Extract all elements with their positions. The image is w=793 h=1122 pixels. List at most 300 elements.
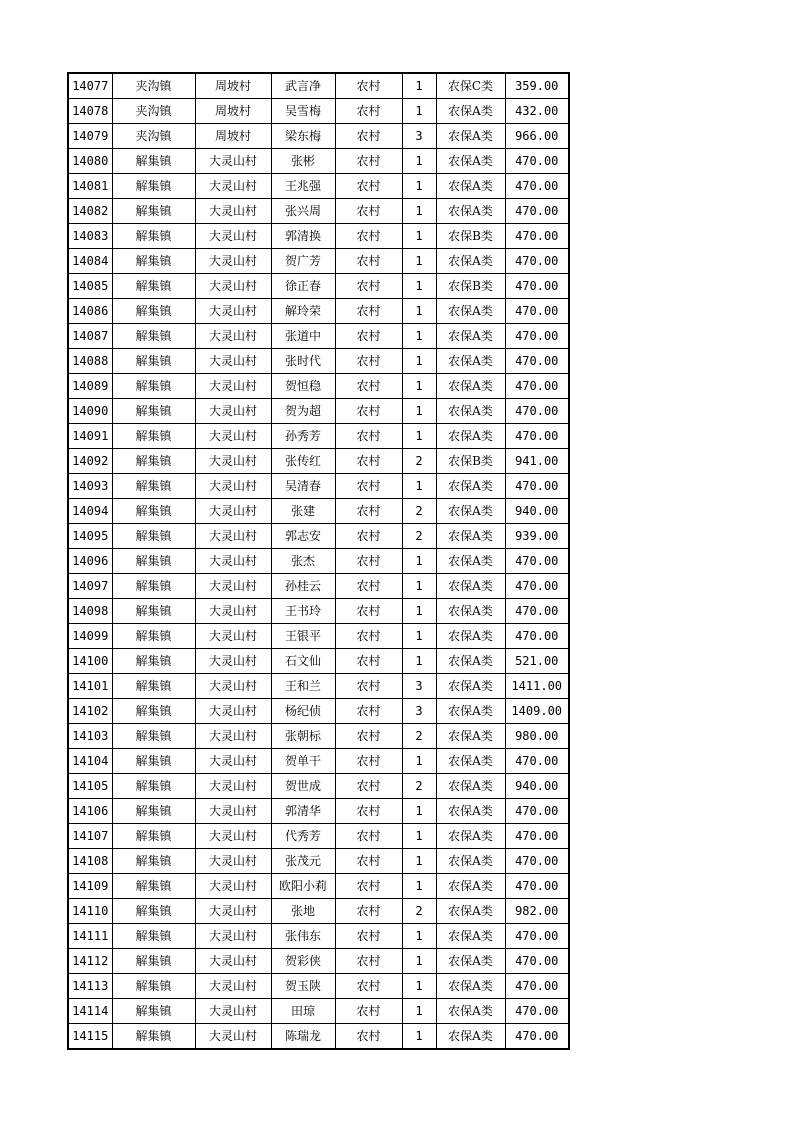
town-cell: 解集镇 — [112, 824, 195, 849]
person-name-cell: 陈瑞龙 — [271, 1024, 335, 1050]
table-row — [68, 424, 569, 449]
category-cell: 农保A类 — [436, 799, 505, 824]
amount-cell: 521.00 — [505, 649, 569, 674]
row-number-cell: 14107 — [68, 824, 112, 849]
row-number-cell: 14110 — [68, 899, 112, 924]
row-number-cell: 14099 — [68, 624, 112, 649]
household-type-cell: 农村 — [335, 1024, 402, 1050]
table-row — [68, 474, 569, 499]
household-type-cell: 农村 — [335, 549, 402, 574]
category-cell: 农保A类 — [436, 749, 505, 774]
household-type-cell: 农村 — [335, 73, 402, 99]
row-number-cell: 14082 — [68, 199, 112, 224]
amount-cell: 470.00 — [505, 824, 569, 849]
row-number-cell: 14097 — [68, 574, 112, 599]
row-number-cell: 14095 — [68, 524, 112, 549]
village-cell: 大灵山村 — [195, 874, 271, 899]
town-cell: 解集镇 — [112, 624, 195, 649]
category-cell: 农保B类 — [436, 449, 505, 474]
village-cell: 周坡村 — [195, 124, 271, 149]
town-cell: 解集镇 — [112, 349, 195, 374]
household-type-cell: 农村 — [335, 899, 402, 924]
row-number-cell: 14112 — [68, 949, 112, 974]
village-cell: 大灵山村 — [195, 774, 271, 799]
household-type-cell: 农村 — [335, 424, 402, 449]
town-cell: 解集镇 — [112, 599, 195, 624]
table-row — [68, 674, 569, 699]
person-name-cell: 贺玉陕 — [271, 974, 335, 999]
amount-cell: 470.00 — [505, 374, 569, 399]
town-cell: 夹沟镇 — [112, 73, 195, 99]
amount-cell: 470.00 — [505, 624, 569, 649]
person-name-cell: 贺广芳 — [271, 249, 335, 274]
member-count-cell: 1 — [402, 199, 436, 224]
household-type-cell: 农村 — [335, 749, 402, 774]
row-number-cell: 14106 — [68, 799, 112, 824]
member-count-cell: 1 — [402, 399, 436, 424]
household-type-cell: 农村 — [335, 949, 402, 974]
row-number-cell: 14080 — [68, 149, 112, 174]
category-cell: 农保A类 — [436, 949, 505, 974]
table-body — [68, 73, 569, 1049]
household-type-cell: 农村 — [335, 299, 402, 324]
amount-cell: 1411.00 — [505, 674, 569, 699]
table-row — [68, 1024, 569, 1050]
category-cell: 农保A类 — [436, 549, 505, 574]
table-row — [68, 849, 569, 874]
category-cell: 农保A类 — [436, 774, 505, 799]
town-cell: 解集镇 — [112, 249, 195, 274]
town-cell: 解集镇 — [112, 774, 195, 799]
member-count-cell: 1 — [402, 974, 436, 999]
household-type-cell: 农村 — [335, 199, 402, 224]
table-row — [68, 774, 569, 799]
town-cell: 解集镇 — [112, 524, 195, 549]
village-cell: 大灵山村 — [195, 424, 271, 449]
table-row — [68, 999, 569, 1024]
person-name-cell: 郭清华 — [271, 799, 335, 824]
table-row — [68, 874, 569, 899]
village-cell: 大灵山村 — [195, 974, 271, 999]
amount-cell: 470.00 — [505, 249, 569, 274]
table-row — [68, 599, 569, 624]
amount-cell: 359.00 — [505, 73, 569, 99]
table-row — [68, 73, 569, 99]
row-number-cell: 14114 — [68, 999, 112, 1024]
amount-cell: 470.00 — [505, 999, 569, 1024]
row-number-cell: 14092 — [68, 449, 112, 474]
table-row — [68, 124, 569, 149]
category-cell: 农保A类 — [436, 149, 505, 174]
household-type-cell: 农村 — [335, 174, 402, 199]
town-cell: 解集镇 — [112, 974, 195, 999]
household-type-cell: 农村 — [335, 674, 402, 699]
person-name-cell: 郭清换 — [271, 224, 335, 249]
member-count-cell: 1 — [402, 374, 436, 399]
category-cell: 农保A类 — [436, 574, 505, 599]
town-cell: 解集镇 — [112, 749, 195, 774]
row-number-cell: 14115 — [68, 1024, 112, 1050]
town-cell: 解集镇 — [112, 799, 195, 824]
table-row — [68, 724, 569, 749]
town-cell: 解集镇 — [112, 924, 195, 949]
member-count-cell: 1 — [402, 799, 436, 824]
person-name-cell: 孙桂云 — [271, 574, 335, 599]
village-cell: 大灵山村 — [195, 249, 271, 274]
member-count-cell: 2 — [402, 899, 436, 924]
member-count-cell: 1 — [402, 249, 436, 274]
table-row — [68, 924, 569, 949]
household-type-cell: 农村 — [335, 474, 402, 499]
person-name-cell: 梁东梅 — [271, 124, 335, 149]
town-cell: 解集镇 — [112, 449, 195, 474]
row-number-cell: 14102 — [68, 699, 112, 724]
member-count-cell: 1 — [402, 99, 436, 124]
village-cell: 大灵山村 — [195, 524, 271, 549]
household-type-cell: 农村 — [335, 849, 402, 874]
amount-cell: 980.00 — [505, 724, 569, 749]
amount-cell: 470.00 — [505, 549, 569, 574]
person-name-cell: 张伟东 — [271, 924, 335, 949]
household-type-cell: 农村 — [335, 349, 402, 374]
household-type-cell: 农村 — [335, 499, 402, 524]
town-cell: 解集镇 — [112, 224, 195, 249]
town-cell: 解集镇 — [112, 899, 195, 924]
amount-cell: 470.00 — [505, 399, 569, 424]
member-count-cell: 1 — [402, 474, 436, 499]
amount-cell: 470.00 — [505, 749, 569, 774]
household-type-cell: 农村 — [335, 224, 402, 249]
person-name-cell: 王兆强 — [271, 174, 335, 199]
village-cell: 大灵山村 — [195, 699, 271, 724]
row-number-cell: 14083 — [68, 224, 112, 249]
row-number-cell: 14078 — [68, 99, 112, 124]
category-cell: 农保B类 — [436, 274, 505, 299]
row-number-cell: 14104 — [68, 749, 112, 774]
category-cell: 农保A类 — [436, 974, 505, 999]
category-cell: 农保A类 — [436, 399, 505, 424]
village-cell: 大灵山村 — [195, 849, 271, 874]
amount-cell: 940.00 — [505, 499, 569, 524]
household-type-cell: 农村 — [335, 249, 402, 274]
table-row — [68, 149, 569, 174]
row-number-cell: 14085 — [68, 274, 112, 299]
member-count-cell: 1 — [402, 224, 436, 249]
table-row — [68, 99, 569, 124]
member-count-cell: 1 — [402, 73, 436, 99]
row-number-cell: 14081 — [68, 174, 112, 199]
town-cell: 解集镇 — [112, 549, 195, 574]
row-number-cell: 14113 — [68, 974, 112, 999]
person-name-cell: 田琼 — [271, 999, 335, 1024]
village-cell: 大灵山村 — [195, 199, 271, 224]
village-cell: 周坡村 — [195, 99, 271, 124]
table-row — [68, 274, 569, 299]
town-cell: 解集镇 — [112, 299, 195, 324]
row-number-cell: 14088 — [68, 349, 112, 374]
village-cell: 大灵山村 — [195, 824, 271, 849]
person-name-cell: 孙秀芳 — [271, 424, 335, 449]
category-cell: 农保A类 — [436, 374, 505, 399]
town-cell: 解集镇 — [112, 274, 195, 299]
row-number-cell: 14096 — [68, 549, 112, 574]
member-count-cell: 1 — [402, 549, 436, 574]
member-count-cell: 1 — [402, 749, 436, 774]
town-cell: 解集镇 — [112, 324, 195, 349]
category-cell: 农保A类 — [436, 599, 505, 624]
amount-cell: 470.00 — [505, 924, 569, 949]
category-cell: 农保A类 — [436, 699, 505, 724]
person-name-cell: 贺世成 — [271, 774, 335, 799]
category-cell: 农保A类 — [436, 124, 505, 149]
category-cell: 农保A类 — [436, 874, 505, 899]
town-cell: 解集镇 — [112, 574, 195, 599]
person-name-cell: 张传红 — [271, 449, 335, 474]
category-cell: 农保A类 — [436, 1024, 505, 1050]
row-number-cell: 14089 — [68, 374, 112, 399]
village-cell: 大灵山村 — [195, 999, 271, 1024]
member-count-cell: 1 — [402, 949, 436, 974]
person-name-cell: 张兴周 — [271, 199, 335, 224]
amount-cell: 470.00 — [505, 149, 569, 174]
village-cell: 大灵山村 — [195, 599, 271, 624]
town-cell: 解集镇 — [112, 474, 195, 499]
table-row — [68, 249, 569, 274]
village-cell: 大灵山村 — [195, 224, 271, 249]
household-type-cell: 农村 — [335, 774, 402, 799]
category-cell: 农保A类 — [436, 349, 505, 374]
town-cell: 解集镇 — [112, 949, 195, 974]
household-type-cell: 农村 — [335, 574, 402, 599]
household-type-cell: 农村 — [335, 824, 402, 849]
village-cell: 大灵山村 — [195, 474, 271, 499]
member-count-cell: 2 — [402, 524, 436, 549]
household-type-cell: 农村 — [335, 999, 402, 1024]
category-cell: 农保A类 — [436, 899, 505, 924]
town-cell: 解集镇 — [112, 174, 195, 199]
category-cell: 农保A类 — [436, 499, 505, 524]
household-type-cell: 农村 — [335, 324, 402, 349]
member-count-cell: 2 — [402, 449, 436, 474]
member-count-cell: 1 — [402, 149, 436, 174]
person-name-cell: 欧阳小莉 — [271, 874, 335, 899]
category-cell: 农保A类 — [436, 674, 505, 699]
category-cell: 农保A类 — [436, 299, 505, 324]
category-cell: 农保A类 — [436, 199, 505, 224]
amount-cell: 940.00 — [505, 774, 569, 799]
village-cell: 大灵山村 — [195, 324, 271, 349]
village-cell: 大灵山村 — [195, 949, 271, 974]
person-name-cell: 解玲荣 — [271, 299, 335, 324]
member-count-cell: 1 — [402, 924, 436, 949]
table-row — [68, 824, 569, 849]
person-name-cell: 代秀芳 — [271, 824, 335, 849]
table-row — [68, 624, 569, 649]
town-cell: 解集镇 — [112, 199, 195, 224]
person-name-cell: 王书玲 — [271, 599, 335, 624]
household-type-cell: 农村 — [335, 599, 402, 624]
amount-cell: 470.00 — [505, 849, 569, 874]
person-name-cell: 吴清春 — [271, 474, 335, 499]
village-cell: 周坡村 — [195, 73, 271, 99]
person-name-cell: 张时代 — [271, 349, 335, 374]
person-name-cell: 徐正春 — [271, 274, 335, 299]
village-cell: 大灵山村 — [195, 649, 271, 674]
table-row — [68, 349, 569, 374]
table-row — [68, 799, 569, 824]
row-number-cell: 14101 — [68, 674, 112, 699]
amount-cell: 470.00 — [505, 349, 569, 374]
amount-cell: 470.00 — [505, 174, 569, 199]
category-cell: 农保A类 — [436, 824, 505, 849]
town-cell: 解集镇 — [112, 649, 195, 674]
category-cell: 农保A类 — [436, 724, 505, 749]
member-count-cell: 1 — [402, 274, 436, 299]
amount-cell: 432.00 — [505, 99, 569, 124]
household-type-cell: 农村 — [335, 924, 402, 949]
row-number-cell: 14086 — [68, 299, 112, 324]
person-name-cell: 郭志安 — [271, 524, 335, 549]
town-cell: 解集镇 — [112, 499, 195, 524]
town-cell: 解集镇 — [112, 849, 195, 874]
member-count-cell: 2 — [402, 499, 436, 524]
table-row — [68, 549, 569, 574]
category-cell: 农保A类 — [436, 424, 505, 449]
row-number-cell: 14091 — [68, 424, 112, 449]
member-count-cell: 1 — [402, 649, 436, 674]
category-cell: 农保A类 — [436, 999, 505, 1024]
category-cell: 农保A类 — [436, 524, 505, 549]
household-type-cell: 农村 — [335, 399, 402, 424]
row-number-cell: 14093 — [68, 474, 112, 499]
member-count-cell: 1 — [402, 624, 436, 649]
member-count-cell: 3 — [402, 674, 436, 699]
amount-cell: 470.00 — [505, 574, 569, 599]
person-name-cell: 张建 — [271, 499, 335, 524]
household-type-cell: 农村 — [335, 99, 402, 124]
person-name-cell: 张朝标 — [271, 724, 335, 749]
amount-cell: 982.00 — [505, 899, 569, 924]
table-row — [68, 374, 569, 399]
person-name-cell: 张彬 — [271, 149, 335, 174]
category-cell: 农保C类 — [436, 73, 505, 99]
household-type-cell: 农村 — [335, 624, 402, 649]
household-type-cell: 农村 — [335, 149, 402, 174]
table-row — [68, 974, 569, 999]
town-cell: 解集镇 — [112, 149, 195, 174]
amount-cell: 941.00 — [505, 449, 569, 474]
category-cell: 农保A类 — [436, 474, 505, 499]
person-name-cell: 武言净 — [271, 73, 335, 99]
member-count-cell: 1 — [402, 324, 436, 349]
town-cell: 解集镇 — [112, 399, 195, 424]
table-row — [68, 449, 569, 474]
village-cell: 大灵山村 — [195, 924, 271, 949]
amount-cell: 470.00 — [505, 274, 569, 299]
category-cell: 农保A类 — [436, 249, 505, 274]
village-cell: 大灵山村 — [195, 149, 271, 174]
amount-cell: 939.00 — [505, 524, 569, 549]
household-type-cell: 农村 — [335, 874, 402, 899]
row-number-cell: 14090 — [68, 399, 112, 424]
row-number-cell: 14105 — [68, 774, 112, 799]
amount-cell: 470.00 — [505, 949, 569, 974]
town-cell: 解集镇 — [112, 374, 195, 399]
household-type-cell: 农村 — [335, 699, 402, 724]
person-name-cell: 贺彩侠 — [271, 949, 335, 974]
town-cell: 解集镇 — [112, 999, 195, 1024]
row-number-cell: 14084 — [68, 249, 112, 274]
person-name-cell: 张杰 — [271, 549, 335, 574]
member-count-cell: 1 — [402, 849, 436, 874]
row-number-cell: 14111 — [68, 924, 112, 949]
amount-cell: 470.00 — [505, 299, 569, 324]
category-cell: 农保A类 — [436, 99, 505, 124]
village-cell: 大灵山村 — [195, 374, 271, 399]
person-name-cell: 张茂元 — [271, 849, 335, 874]
member-count-cell: 1 — [402, 424, 436, 449]
amount-cell: 470.00 — [505, 324, 569, 349]
member-count-cell: 1 — [402, 599, 436, 624]
table-row — [68, 649, 569, 674]
village-cell: 大灵山村 — [195, 1024, 271, 1050]
member-count-cell: 2 — [402, 774, 436, 799]
row-number-cell: 14108 — [68, 849, 112, 874]
category-cell: 农保A类 — [436, 649, 505, 674]
category-cell: 农保A类 — [436, 174, 505, 199]
roster-table — [67, 72, 570, 1050]
village-cell: 大灵山村 — [195, 174, 271, 199]
person-name-cell: 王银平 — [271, 624, 335, 649]
member-count-cell: 1 — [402, 824, 436, 849]
household-type-cell: 农村 — [335, 374, 402, 399]
member-count-cell: 1 — [402, 174, 436, 199]
town-cell: 解集镇 — [112, 699, 195, 724]
table-row — [68, 199, 569, 224]
person-name-cell: 张道中 — [271, 324, 335, 349]
category-cell: 农保B类 — [436, 224, 505, 249]
town-cell: 解集镇 — [112, 1024, 195, 1050]
row-number-cell: 14094 — [68, 499, 112, 524]
amount-cell: 470.00 — [505, 424, 569, 449]
row-number-cell: 14079 — [68, 124, 112, 149]
member-count-cell: 1 — [402, 574, 436, 599]
town-cell: 解集镇 — [112, 424, 195, 449]
row-number-cell: 14087 — [68, 324, 112, 349]
person-name-cell: 贺恒稳 — [271, 374, 335, 399]
person-name-cell: 贺单干 — [271, 749, 335, 774]
village-cell: 大灵山村 — [195, 899, 271, 924]
village-cell: 大灵山村 — [195, 449, 271, 474]
table-row — [68, 324, 569, 349]
household-type-cell: 农村 — [335, 449, 402, 474]
member-count-cell: 1 — [402, 299, 436, 324]
amount-cell: 470.00 — [505, 199, 569, 224]
town-cell: 夹沟镇 — [112, 124, 195, 149]
town-cell: 夹沟镇 — [112, 99, 195, 124]
amount-cell: 1409.00 — [505, 699, 569, 724]
table-row — [68, 749, 569, 774]
category-cell: 农保A类 — [436, 849, 505, 874]
row-number-cell: 14098 — [68, 599, 112, 624]
amount-cell: 470.00 — [505, 1024, 569, 1050]
household-type-cell: 农村 — [335, 724, 402, 749]
household-type-cell: 农村 — [335, 124, 402, 149]
member-count-cell: 3 — [402, 699, 436, 724]
table-row — [68, 499, 569, 524]
village-cell: 大灵山村 — [195, 749, 271, 774]
amount-cell: 966.00 — [505, 124, 569, 149]
